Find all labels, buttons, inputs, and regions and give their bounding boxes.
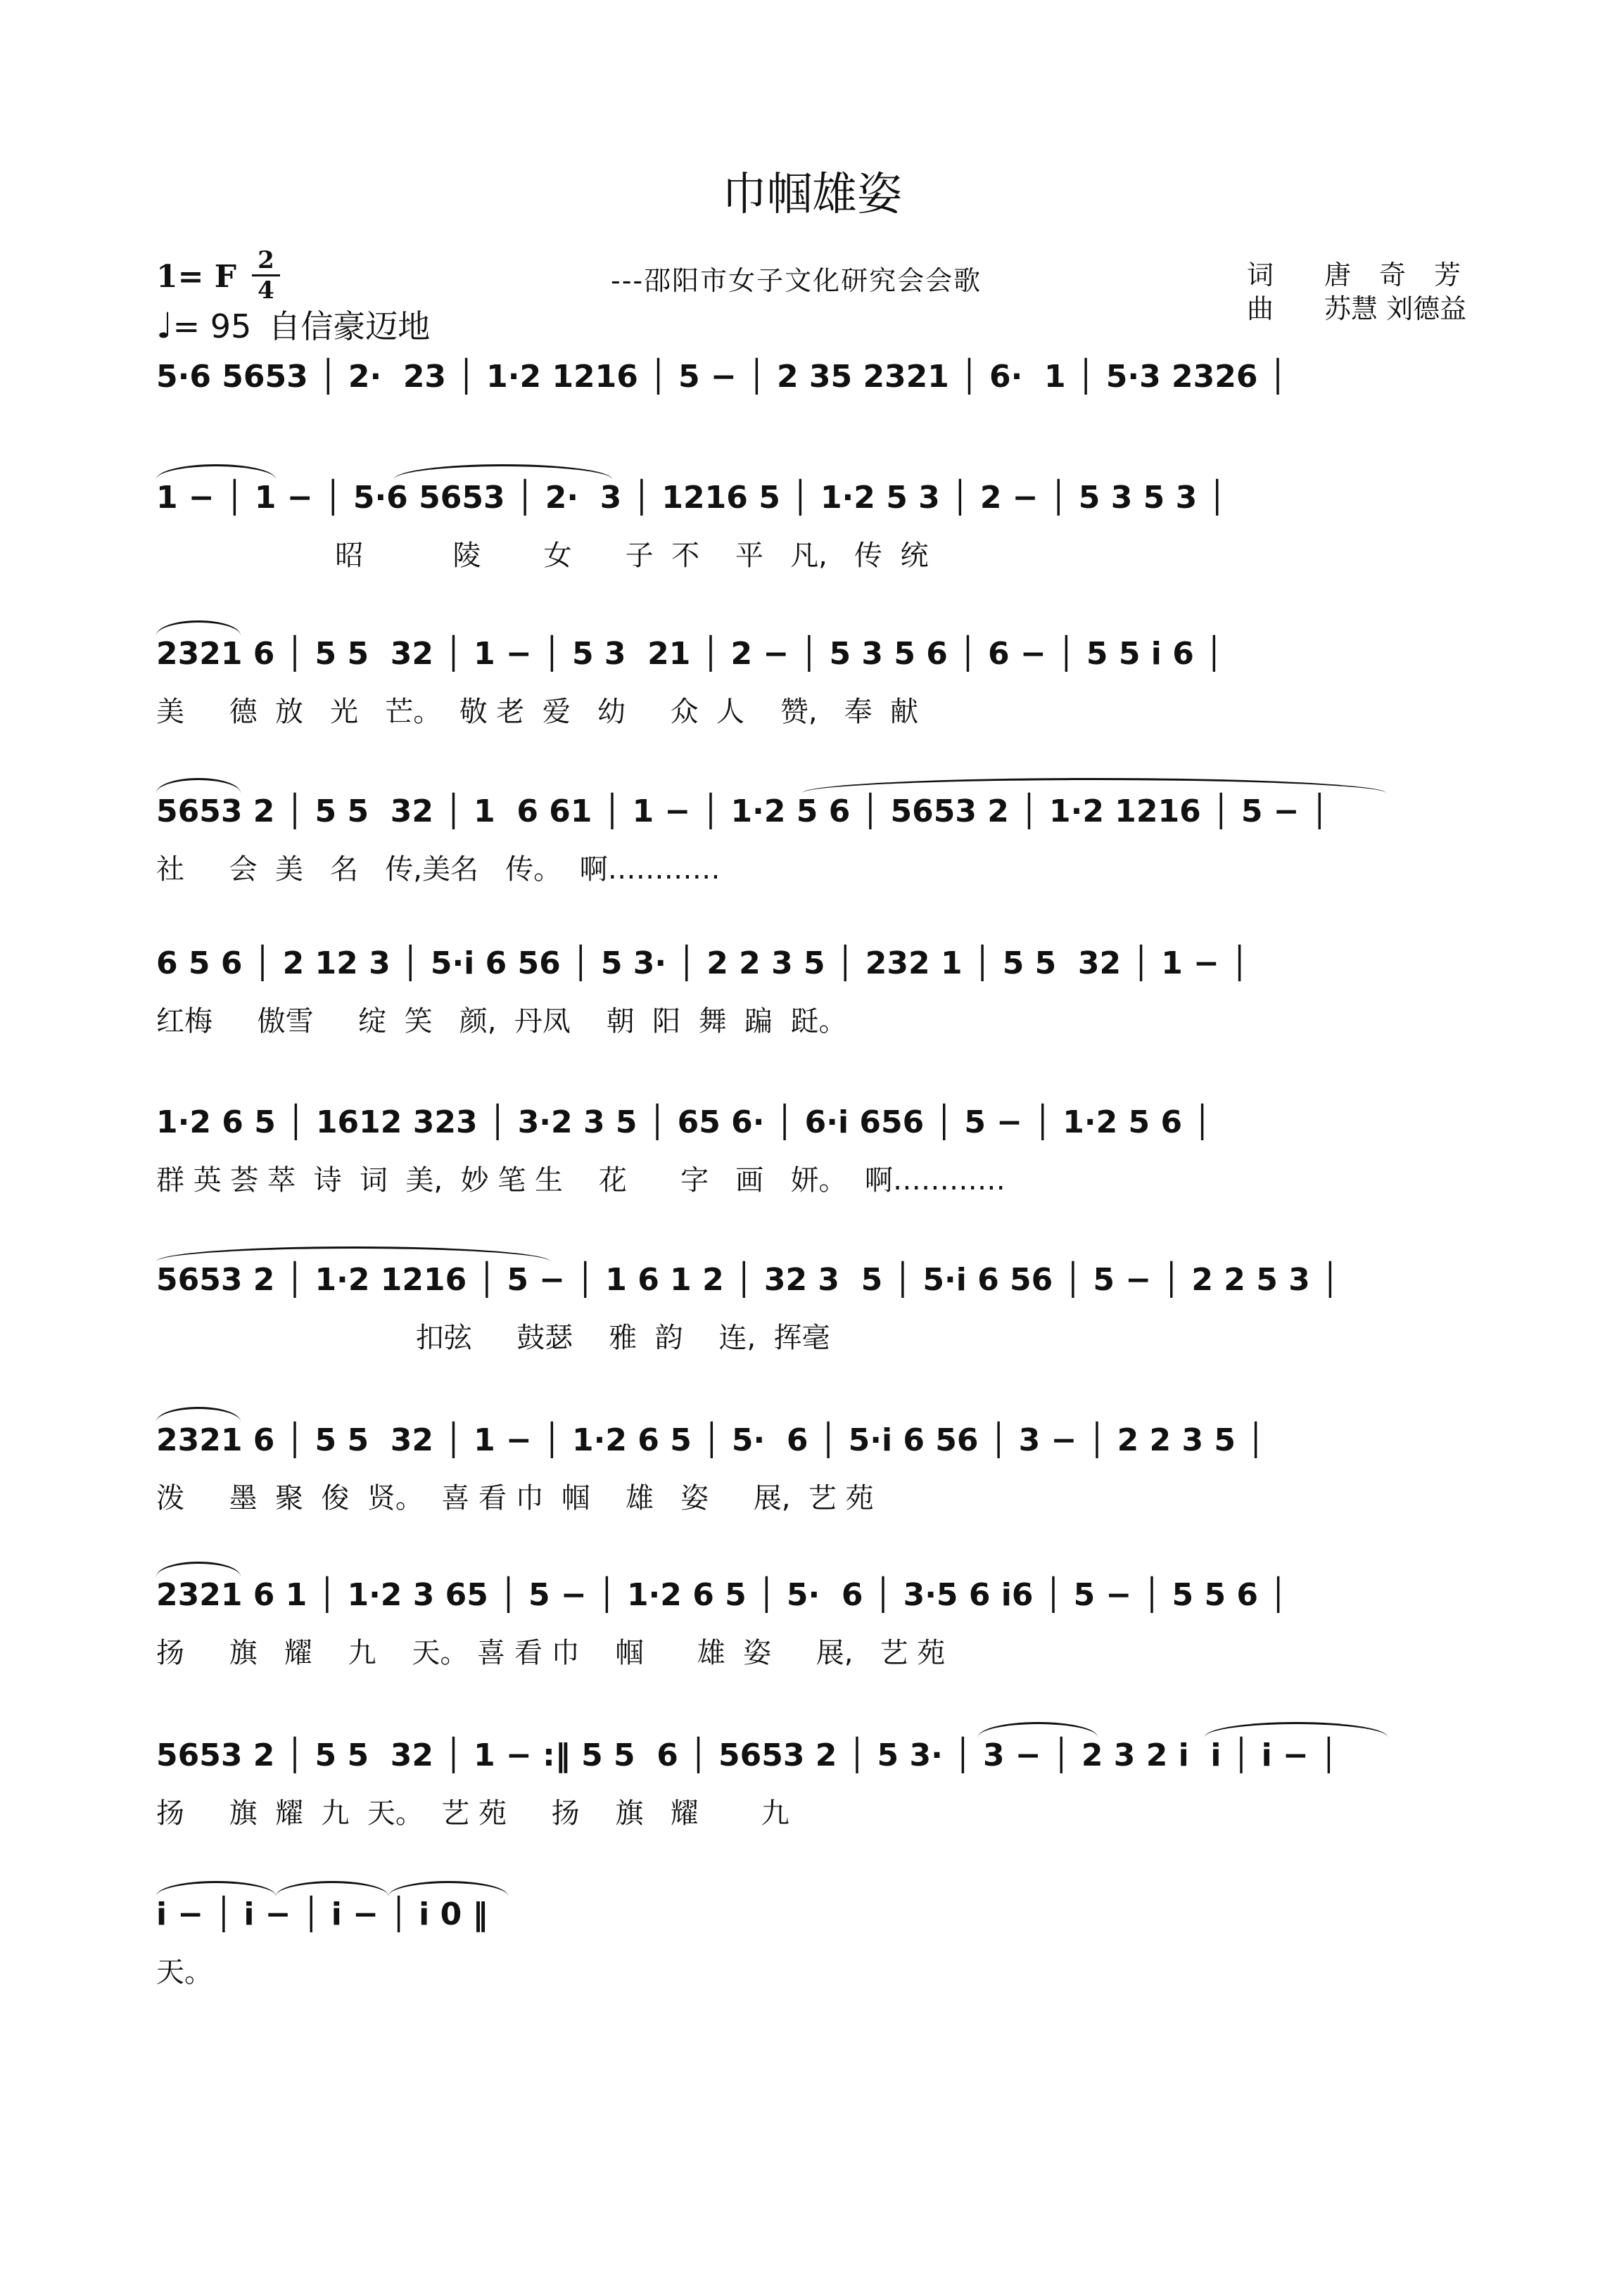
tempo-marking — [156, 301, 430, 347]
subtitle: ---邵阳市女子文化研究会会歌 — [611, 265, 982, 296]
lyrics-line: 红梅 傲雪 绽 笑 颜, 丹凤 朝 阳 舞 蹁 跹。 — [156, 1005, 847, 1038]
lyrics-line: 社 会 美 名 传,美名 传。 啊………… — [156, 853, 721, 886]
notation-line: 5653 2 │ 5 5 32 │ 1 6 61 │ 1 − │ 1·2 5 6 │ 5653 2 │ 1·2 1216 │ 5 − │ — [156, 793, 1329, 829]
lyrics-line — [156, 414, 1472, 456]
notation-line: 2321 6 │ 5 5 32 │ 1 − │ 1·2 6 5 │ 5· 6 │ 5·i 6 56 │ 3 − │ 2 2 3 5 │ — [156, 1422, 1265, 1458]
lyrics-line: 扣弦 鼓瑟 雅 韵 连, 挥毫 — [156, 1322, 830, 1354]
time-signature — [252, 248, 280, 303]
tempo-value: = 95 — [172, 307, 252, 345]
composer-credit — [1247, 287, 1466, 326]
lyricist-name: 唐奇芳 — [1324, 260, 1490, 291]
expression-mark: 自信豪迈地 — [268, 307, 431, 345]
lyrics-line: 群 英 荟 萃 诗 词 美, 妙 笔 生 花 字 画 妍。 啊………… — [156, 1164, 1006, 1197]
composer-name: 苏慧 刘德益 — [1324, 293, 1467, 324]
composer-role: 曲 — [1247, 293, 1274, 324]
key-signature: 1= F — [156, 259, 237, 295]
lyrics-line: 扬 旗 耀 九 天。 艺 苑 扬 旗 耀 九 — [156, 1797, 789, 1830]
lyricist-role: 词 — [1247, 260, 1274, 291]
notation-line: 2321 6 1 │ 1·2 3 65 │ 5 − │ 1·2 6 5 │ 5· 6 │ 3·5 6 i6 │ 5 − │ 5 5 6 │ — [156, 1577, 1288, 1613]
notation-line: i − │ i − │ i − │ i 0 ‖ — [156, 1896, 488, 1932]
lyrics-line: 昭 陵 女 子 不 平 凡, 传 统 — [156, 540, 929, 572]
notation-line: 2321 6 │ 5 5 32 │ 1 − │ 5 3 21 │ 2 − │ 5 3 5 6 │ 6 − │ 5 5 i 6 │ — [156, 636, 1224, 672]
notation-line: 5·6 5653 │ 2· 23 │ 1·2 1216 │ 5 − │ 2 35 2321 │ 6· 1 │ 5·3 2326 │ — [156, 359, 1288, 395]
notation-line: 6 5 6 │ 2 12 3 │ 5·i 6 56 │ 5 3· │ 2 2 3 5 │ 232 1 │ 5 5 32 │ 1 − │ — [156, 945, 1249, 981]
lyrics-line: 美 德 放 光 芒。 敬 老 爱 幼 众 人 赞, 奉 献 — [156, 696, 919, 728]
notation-line: 5653 2 │ 1·2 1216 │ 5 − │ 1 6 1 2 │ 32 3 5 │ 5·i 6 56 │ 5 − │ 2 2 5 3 │ — [156, 1262, 1340, 1298]
lyrics-line: 扬 旗 耀 九 天。 喜 看 巾 帼 雄 姿 展, 艺 苑 — [156, 1637, 946, 1669]
lyrics-line: 泼 墨 聚 俊 贤。 喜 看 巾 帼 雄 姿 展, 艺 苑 — [156, 1482, 874, 1514]
notation-line: 5653 2 │ 5 5 32 │ 1 − :‖ 5 5 6 │ 5653 2 │ 5 3· │ 3 − │ 2 3 2 i i │ i − │ — [156, 1737, 1338, 1773]
time-signature-bottom: 4 — [258, 276, 274, 305]
lyricist-credit — [1247, 253, 1489, 292]
notation-line: 1 − │ 1 − │ 5·6 5653 │ 2· 3 │ 1216 5 │ 1·2 5 3 │ 2 − │ 5 3 5 3 │ — [156, 480, 1227, 516]
notation-line: 1·2 6 5 │ 1612 323 │ 3·2 3 5 │ 65 6· │ 6·i 656 │ 5 − │ 1·2 5 6 │ — [156, 1104, 1212, 1140]
time-signature-top: 2 — [258, 246, 274, 274]
quarter-note-icon: ♩ — [156, 305, 173, 346]
song-title: 巾帼雄姿 — [722, 169, 902, 221]
lyrics-line: 天。 — [156, 1956, 212, 1989]
